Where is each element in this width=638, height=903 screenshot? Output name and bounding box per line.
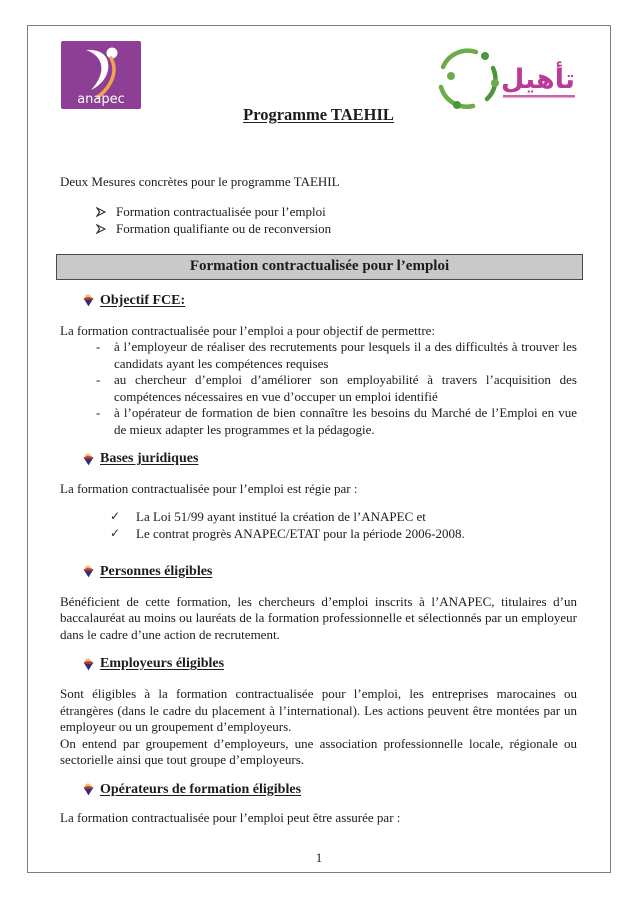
page-border [27, 25, 611, 873]
checkmark-icon: ✓ [110, 508, 121, 523]
check-list [110, 508, 577, 542]
list-item-label: à l’employeur de réaliser des recrutements pour lesquels il a des difficultés à trouver les candidats ayant les compétences requises [114, 339, 577, 371]
checkmark-icon: ✓ [110, 525, 121, 540]
list-item [96, 203, 577, 220]
taehil-logo [427, 43, 577, 113]
intro-bullet-list [96, 203, 577, 237]
section-banner [56, 254, 583, 280]
dash-bullet: - [96, 405, 101, 420]
taehil-logo-arabic: تأهيل [500, 64, 575, 95]
section-heading-label: Personnes éligibles [100, 563, 213, 579]
section-heading-label: Employeurs éligibles [100, 656, 225, 671]
page-title: Programme TAEHIL [243, 105, 394, 124]
section-heading-personnes-eligibles [83, 564, 577, 580]
paragraph: La formation contractualisée pour l’emploi a pour objectif de permettre: [60, 322, 436, 338]
paragraph: La formation contractualisée pour l’emploi est régie par : [60, 481, 358, 496]
page-header [60, 40, 577, 140]
section-heading-employeurs-eligibles [83, 656, 577, 672]
list-item [110, 525, 577, 542]
section-heading-label: Opérateurs de formation éligibles [100, 781, 302, 797]
section-banner-label: Formation contractualisée pour l’emploi [189, 257, 450, 274]
paragraph: On entend par groupement d’employeurs, une association professionnelle locale, régionale ou sectorielle ainsi que tout groupe d’employeurs. [60, 735, 577, 767]
anapec-logo [61, 41, 141, 109]
list-item [96, 339, 577, 372]
list-item-label: Formation contractualisée pour l’emploi [116, 203, 326, 219]
dash-bullet: - [96, 339, 101, 354]
arrow-bullet-icon [96, 224, 106, 234]
intro-lead: Deux Mesures concrètes pour le programme TAEHIL [60, 174, 340, 189]
list-item-label: au chercheur d’emploi d’améliorer son employabilité à travers l’acquisition des compétences nécessaires en vue d’occuper un emploi identifié [114, 372, 577, 404]
marker-bullet-icon [83, 453, 94, 466]
marker-bullet-icon [83, 658, 94, 671]
paragraph: La formation contractualisée pour l’emploi peut être assurée par : [60, 809, 401, 825]
taehil-logo-tagline-line [503, 95, 575, 98]
marker-bullet-icon [83, 294, 94, 307]
list-item [96, 372, 577, 405]
section-heading-objectif-fce [83, 293, 577, 309]
list-item-label: Formation qualifiante ou de reconversion [116, 220, 332, 236]
taehil-logo-icon [427, 43, 577, 113]
list-item-label: La Loi 51/99 ayant institué la création de l’ANAPEC et [136, 508, 426, 524]
document-title-row [60, 105, 577, 125]
list-item-label: à l’opérateur de formation de bien connaître les besoins du Marché de l’Emploi en vue de mieux adapter les programmes et la pédagogie. [114, 405, 577, 437]
section-heading-label: Objectif FCE: [100, 292, 186, 308]
section-heading-bases-juridiques [83, 451, 577, 467]
section-heading-operateurs-formation [83, 782, 577, 798]
list-item [96, 405, 577, 438]
marker-bullet-icon [83, 565, 94, 578]
list-item-label: Le contrat progrès ANAPEC/ETAT pour la période 2006-2008. [136, 525, 465, 541]
paragraph: Bénéficient de cette formation, les chercheurs d’emploi inscrits à l’ANAPEC, titulaires d’un baccalauréat au moins ou lauréats de la formation professionnelle et sélectionnés par un employeur dans le cadre d’une action de recrutement. [60, 593, 577, 642]
anapec-logo-icon [61, 41, 141, 109]
marker-bullet-icon [83, 783, 94, 796]
paragraph: Sont éligibles à la formation contractualisée pour l’emploi, les entreprises marocaines ou étrangères (dans le cadre du placement à l’international). Les actions peuvent être montées par un employeur ou un groupement d’employeurs. [60, 686, 577, 734]
anapec-logo-label: anapec [77, 92, 125, 107]
dash-list [96, 339, 577, 438]
arrow-bullet-icon [96, 207, 106, 217]
dash-bullet: - [96, 372, 101, 387]
page-number: 1 [315, 850, 323, 865]
list-item [96, 220, 577, 237]
list-item [110, 508, 577, 525]
section-heading-label: Bases juridiques [100, 451, 199, 466]
